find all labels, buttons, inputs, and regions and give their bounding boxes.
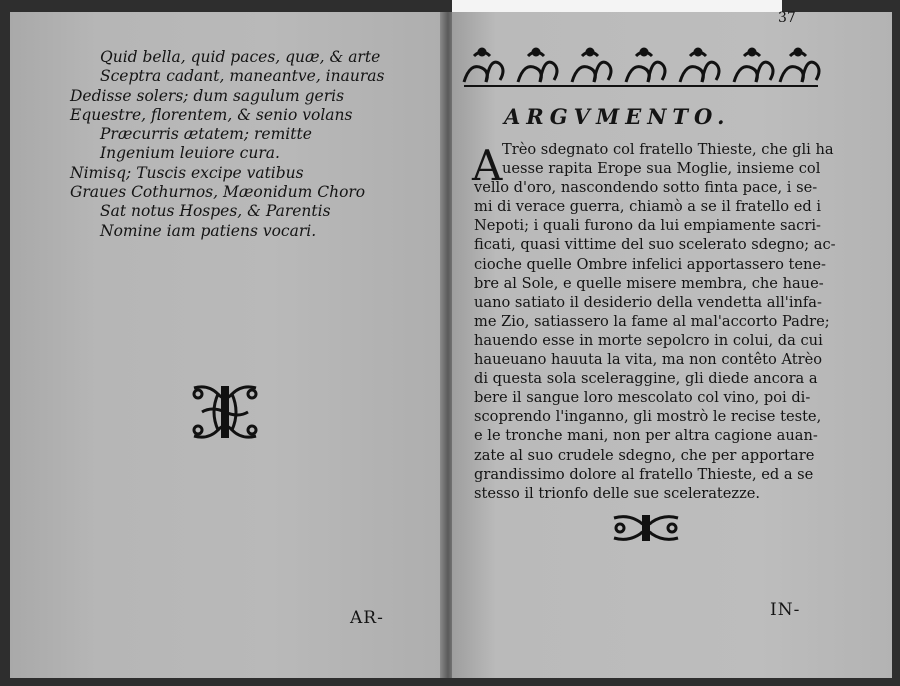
text-line: scoprendo l'inganno, gli mostrò le recise teste,: [474, 408, 822, 426]
verse-line: Sceptra cadant, maneantve, inauras: [100, 67, 385, 86]
text-line: vello d'oro, nascondendo sotto finta pace, i se-: [474, 179, 818, 197]
right-page: [452, 12, 892, 678]
text-line: Nepoti; i quali furono da lui empiamente sacri-: [474, 217, 821, 235]
text-line: mi di verace guerra, chiamò a se il fratello ed i: [474, 198, 822, 216]
drop-cap: A: [472, 141, 503, 190]
argument-text: [474, 140, 836, 503]
text-line: haueuano hauuta la vita, ma non contêto Atrèo: [474, 351, 823, 369]
verse-line: Ingenium leuiore cura.: [100, 144, 280, 163]
verse-line: Sat notus Hospes, & Parentis: [100, 202, 331, 221]
catchword: AR-: [350, 608, 384, 628]
verse-line: Graues Cothurnos, Mæonidum Choro: [70, 183, 366, 202]
verse-line: Equestre, florentem, & senio volans: [70, 105, 353, 124]
section-title: ARGVMENTO.: [504, 104, 731, 129]
text-line: cioche quelle Ombre infelici apportassero tene-: [474, 255, 826, 273]
headband-ornament-icon: [460, 42, 822, 92]
text-line: uesse rapita Erope sua Moglie, insieme col: [502, 160, 821, 178]
text-line: bere il sangue loro mescolato col vino, poi di-: [474, 389, 811, 407]
verse-line: Præcurris ætatem; remitte: [100, 125, 312, 144]
text-line: Trèo sdegnato col fratello Thieste, che gli ha: [502, 141, 834, 158]
verse-line: Nimisq; Tuscis excipe vatibus: [70, 163, 304, 182]
verse-line: Nomine iam patiens vocari.: [100, 221, 317, 240]
tailpiece-ornament-icon: [610, 512, 682, 544]
text-line: grandissimo dolore al fratello Thieste, ed a se: [474, 465, 814, 483]
text-line: e le tronche mani, non per altra cagione auan-: [474, 427, 818, 445]
verse-line: Dedisse solers; dum sagulum geris: [70, 86, 345, 105]
verse-block: [70, 48, 400, 241]
text-line: hauendo esse in morte sepolcro in colui, da cui: [474, 331, 823, 349]
text-line: uano satiato il desiderio della vendetta all'infa-: [474, 293, 822, 311]
page-number: 37: [778, 10, 796, 26]
printers-ornament-icon: [188, 382, 262, 442]
text-line: zate al suo crudele sdegno, che per apportare: [474, 446, 815, 464]
text-line: di questa sola sceleraggine, gli diede ancora a: [474, 370, 818, 388]
verse-line: Quid bella, quid paces, quæ, & arte: [100, 48, 381, 66]
catchword: IN-: [770, 600, 801, 620]
left-page: [10, 12, 448, 678]
text-line: bre al Sole, e quelle misere membra, che haue-: [474, 274, 824, 292]
text-line: ficati, quasi vittime del suo scelerato sdegno; ac-: [474, 236, 836, 254]
text-line: stesso il trionfo delle sue sceleratezze.: [474, 484, 761, 502]
text-line: me Zio, satiassero la fame al mal'accorto Padre;: [474, 312, 830, 330]
